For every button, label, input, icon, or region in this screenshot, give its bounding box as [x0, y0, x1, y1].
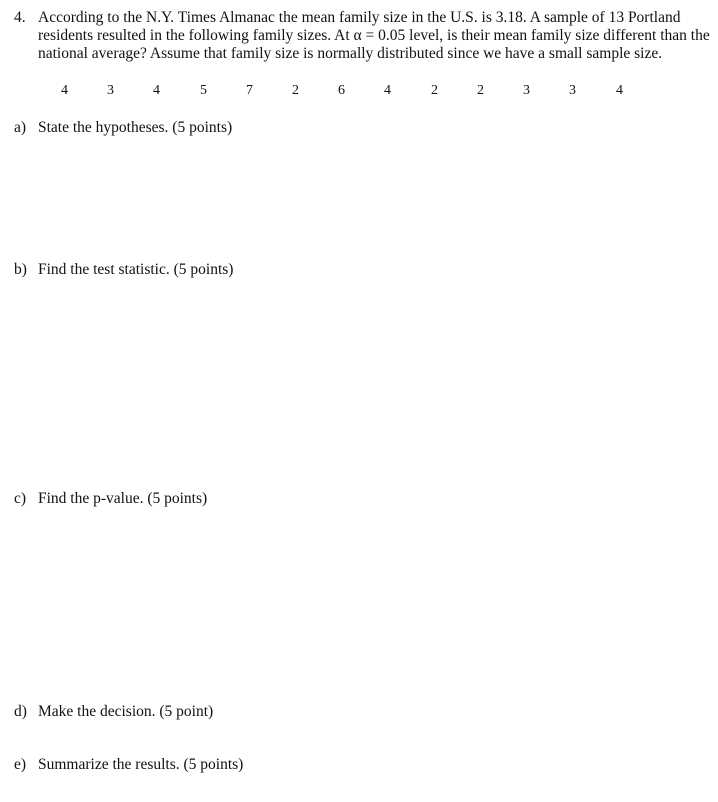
part-letter: d)	[14, 703, 27, 720]
part-b	[14, 261, 233, 279]
data-value: 2	[292, 83, 299, 98]
data-value: 2	[477, 83, 484, 98]
part-text: Summarize the results. (5 points)	[38, 756, 244, 773]
data-value: 4	[616, 83, 623, 98]
data-value: 4	[153, 83, 160, 98]
data-value: 7	[246, 83, 253, 98]
family-size-data-row	[0, 82, 718, 100]
part-d	[14, 703, 213, 721]
data-value: 2	[431, 83, 438, 98]
part-letter: e)	[14, 756, 27, 773]
question-text	[38, 9, 714, 63]
data-value: 6	[338, 83, 345, 98]
question-line: residents resulted in the following family sizes. At α = 0.05 level, is their mean family size different than the	[38, 27, 710, 44]
question-line: According to the N.Y. Times Almanac the mean family size in the U.S. is 3.18. A sample of 13 Portland	[38, 9, 681, 26]
question-number: 4.	[14, 9, 26, 26]
question-line: national average? Assume that family size is normally distributed since we have a small sample size.	[38, 45, 663, 62]
part-text: Make the decision. (5 point)	[38, 703, 214, 720]
part-text: Find the p-value. (5 points)	[38, 490, 208, 507]
part-text: Find the test statistic. (5 points)	[38, 261, 234, 278]
part-letter: a)	[14, 119, 27, 136]
part-letter: b)	[14, 261, 27, 278]
data-value: 4	[384, 83, 391, 98]
data-value: 3	[107, 83, 114, 98]
data-value: 3	[569, 83, 576, 98]
data-value: 4	[61, 83, 68, 98]
data-value: 3	[523, 83, 530, 98]
part-letter: c)	[14, 490, 27, 507]
part-c	[14, 490, 207, 508]
part-text: State the hypotheses. (5 points)	[38, 119, 233, 136]
data-value: 5	[200, 83, 207, 98]
part-a	[14, 119, 232, 137]
part-e	[14, 756, 243, 774]
